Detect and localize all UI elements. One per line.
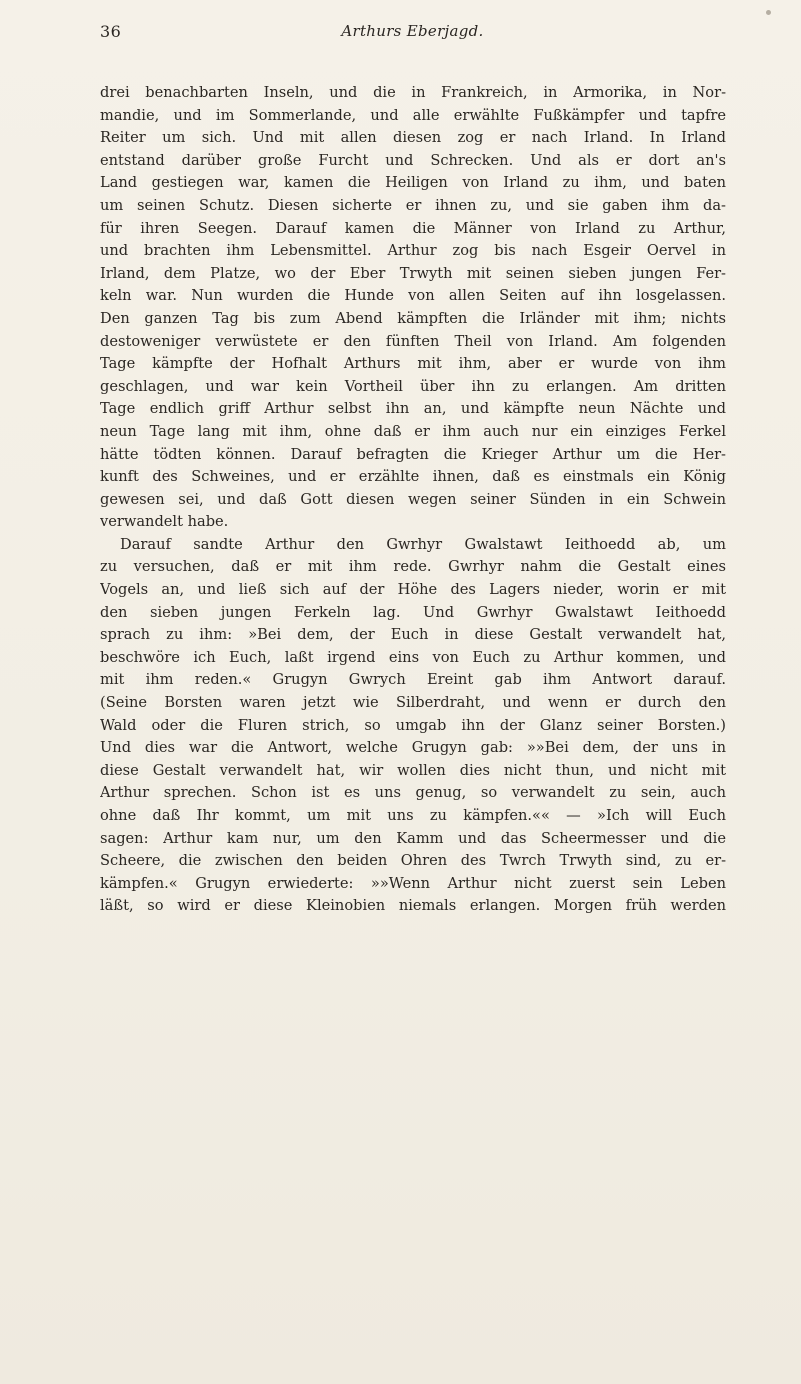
text-line: Den ganzen Tag bis zum Abend kämpften die Irländer mit ihm; nichts <box>100 309 726 327</box>
text-line: sagen: Arthur kam nur, um den Kamm und das Scheermesser und die <box>100 829 726 847</box>
text-line: Arthur sprechen. Schon ist es uns genug, so verwandelt zu sein, auch <box>100 784 726 802</box>
text-line: kunft des Schweines, und er erzählte ihnen, daß es einstmals ein König <box>100 468 726 486</box>
text-line: ohne daß Ihr kommt, um mit uns zu kämpfen.«« — »Ich will Euch <box>100 807 726 824</box>
text-line: Darauf sandte Arthur den Gwrhyr Gwalstawt Ieithoedd ab, um <box>120 535 726 553</box>
text-line: hätte tödten können. Darauf befragten die Krieger Arthur um die Her- <box>100 445 726 463</box>
text-line: drei benachbarten Inseln, und die in Frankreich, in Armorika, in Nor- <box>100 84 726 101</box>
text-line: geschlagen, und war kein Vortheil über ihn zu erlangen. Am dritten <box>100 377 726 395</box>
text-line: Vogels an, und ließ sich auf der Höhe des Lagers nieder, worin er mit <box>100 581 726 599</box>
text-line: läßt, so wird er diese Kleinobien niemals erlangen. Morgen früh werden <box>100 897 726 915</box>
page-number: 36 <box>100 22 122 41</box>
text-line: Wald oder die Fluren strich, so umgab ihn der Glanz seiner Borsten.) <box>100 716 726 734</box>
body-text <box>100 82 726 918</box>
text-line: mit ihm reden.« Grugyn Gwrych Ereint gab ihm Antwort darauf. <box>100 671 726 689</box>
text-line: sprach zu ihm: »Bei dem, der Euch in diese Gestalt verwandelt hat, <box>100 626 726 644</box>
text-line: keln war. Nun wurden die Hunde von allen Seiten auf ihn losgelassen. <box>100 287 726 305</box>
text-line: für ihren Seegen. Darauf kamen die Männer von Irland zu Arthur, <box>100 219 726 237</box>
text-line: kämpfen.« Grugyn erwiederte: »»Wenn Arthur nicht zuerst sein Leben <box>100 874 726 892</box>
text-line: zu versuchen, daß er mit ihm rede. Gwrhyr nahm die Gestalt eines <box>100 558 726 576</box>
text-line: neun Tage lang mit ihm, ohne daß er ihm auch nur ein einziges Ferkel <box>100 422 726 440</box>
page-header <box>100 22 725 46</box>
text-line: (Seine Borsten waren jetzt wie Silberdraht, und wenn er durch den <box>100 694 726 712</box>
running-head: Arthurs Eberjagd. <box>341 22 484 40</box>
text-line: Land gestiegen war, kamen die Heiligen von Irland zu ihm, und baten <box>100 174 726 192</box>
text-line: verwandelt habe. <box>100 513 229 531</box>
text-line: Scheere, die zwischen den beiden Ohren des Twrch Trwyth sind, zu er- <box>100 852 726 870</box>
text-line: entstand darüber große Furcht und Schrecken. Und als er dort an's <box>100 151 726 169</box>
text-line: den sieben jungen Ferkeln lag. Und Gwrhyr Gwalstawt Ieithoedd <box>100 603 726 621</box>
text-line: und brachten ihm Lebensmittel. Arthur zog bis nach Esgeir Oervel in <box>100 242 726 260</box>
text-line: beschwöre ich Euch, laßt irgend eins von Euch zu Arthur kommen, und <box>100 648 726 666</box>
text-line: gewesen sei, und daß Gott diesen wegen seiner Sünden in ein Schwein <box>100 490 726 508</box>
page-speck <box>766 10 771 15</box>
text-line: Tage kämpfte der Hofhalt Arthurs mit ihm, aber er wurde von ihm <box>100 355 726 373</box>
text-line: Reiter um sich. Und mit allen diesen zog er nach Irland. In Irland <box>100 129 726 147</box>
text-line: Tage endlich griff Arthur selbst ihn an, und kämpfte neun Nächte und <box>100 400 726 418</box>
text-line: diese Gestalt verwandelt hat, wir wollen dies nicht thun, und nicht mit <box>100 761 726 779</box>
text-line: um seinen Schutz. Diesen sicherte er ihnen zu, und sie gaben ihm da- <box>100 196 726 214</box>
text-line: destoweniger verwüstete er den fünften Theil von Irland. Am folgenden <box>100 332 726 350</box>
text-line: Und dies war die Antwort, welche Grugyn gab: »»Bei dem, der uns in <box>100 739 726 757</box>
text-line: mandie, und im Sommerlande, und alle erwählte Fußkämpfer und tapfre <box>100 106 726 124</box>
text-line: Irland, dem Platze, wo der Eber Trwyth mit seinen sieben jungen Fer- <box>100 264 726 282</box>
